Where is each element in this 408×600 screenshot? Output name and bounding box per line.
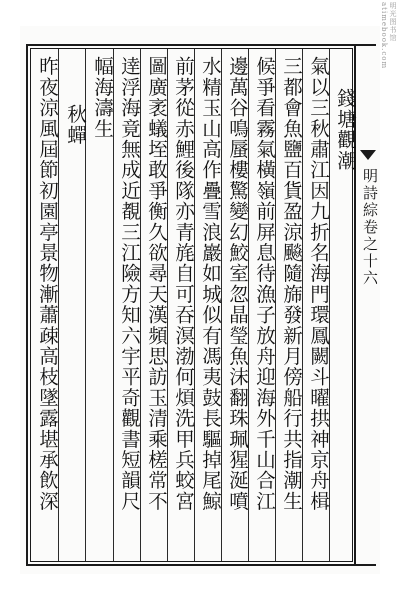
banxin-margin	[354, 44, 376, 566]
text-column: 三都會魚鹽百貨盈涼飈隨旆發新月傍船行共指潮生	[280, 56, 303, 512]
text-column: 水精玉山高作疊雪浪巖如城似有馮夷鼓長驅掉尾鯨	[199, 56, 222, 512]
text-column: 候爭看霧氣橫嶺前屏息待漁子放舟迎海外千山合江	[253, 56, 276, 512]
site-watermark: 明光图书馆 atimebook.com	[380, 2, 397, 70]
text-column: 氣以三秋肅江因九折名海門環鳳闕斗曜拱神京舟楫	[307, 56, 330, 512]
poem-title-qiuchan: 秋蟬	[64, 104, 87, 146]
poem-title-qiantang: 錢塘觀潮	[334, 88, 357, 171]
fish-tail-mark	[360, 150, 376, 160]
text-column: 前茅從赤鯉後隊亦青旄自可吞溟渤何煩洗甲兵蛟宮	[172, 56, 195, 512]
text-column: 昨夜涼風屆節初園亭景物漸蕭疎高枝墜露堪承飲深	[36, 56, 59, 512]
viewer-header	[0, 0, 408, 70]
text-column: 圖廣袤蟻垤敢爭衡久欲尋天漢頻思訪玉清乘槎常不	[145, 56, 168, 512]
banxin-title: 明詩綜卷之十六	[361, 168, 379, 287]
text-column: 逹浮海竟無成近覩三江險方知六宇平奇觀書短韻尺	[118, 56, 141, 512]
text-column: 邊萬谷鳴蜃樓驚變幻鮫室忽晶瑩魚沫翻珠珮猩涎噴	[226, 56, 249, 512]
text-column: 幅海濤生	[91, 56, 114, 139]
